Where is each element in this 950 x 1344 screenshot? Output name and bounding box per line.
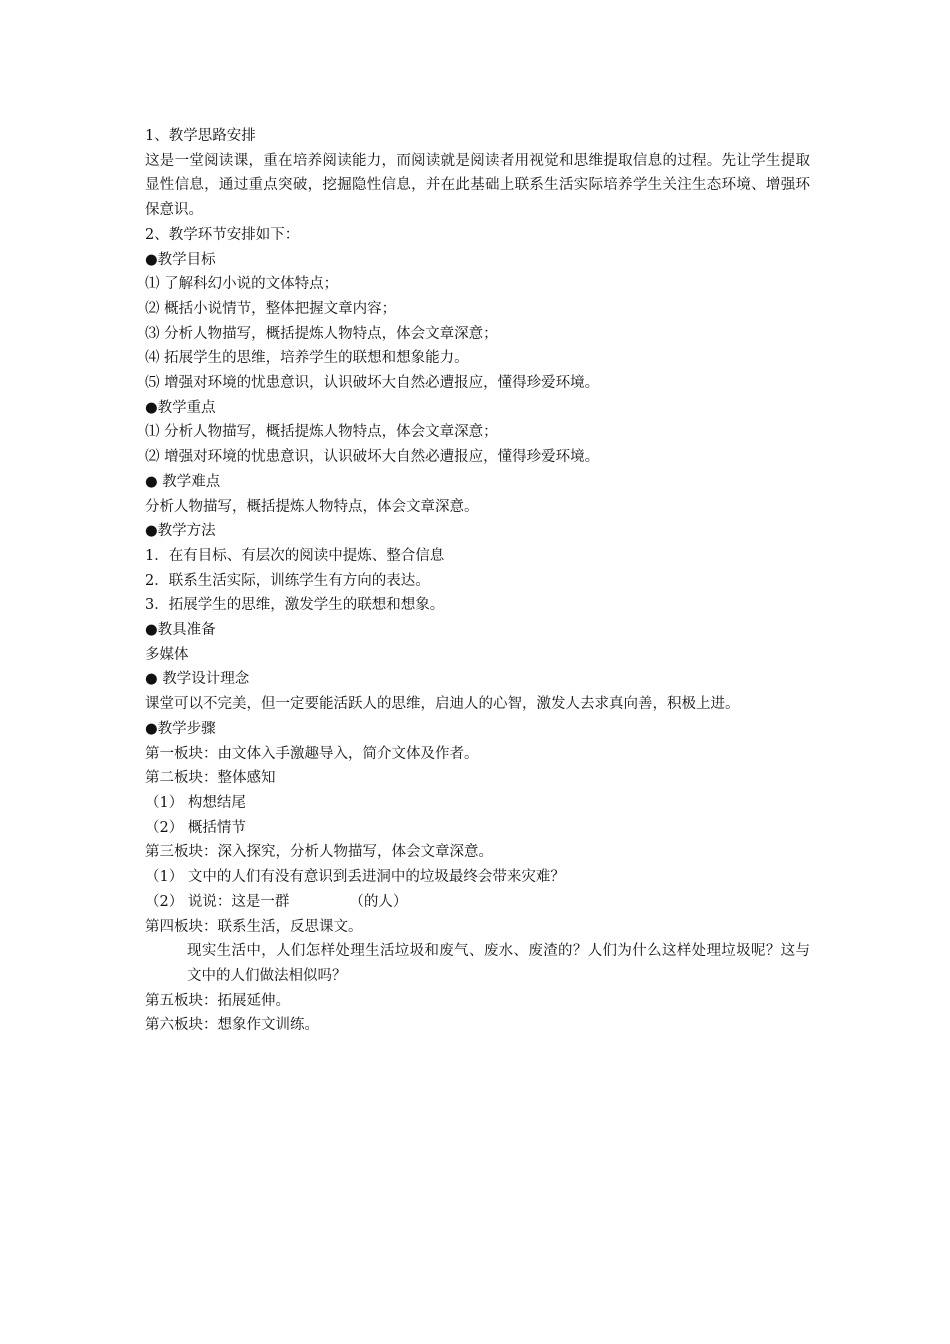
fill-in-suffix: （的人） <box>349 893 408 910</box>
design-concept-text: 课堂可以不完美，但一定要能活跃人的思维，启迪人的心智，激发人去求真向善，积极上进。 <box>145 696 740 713</box>
sub-item: （2） 概括情节 <box>145 819 246 836</box>
method-item: 1．在有目标、有层次的阅读中提炼、整合信息 <box>145 547 445 564</box>
module-line: 第二板块：整体感知 <box>145 770 276 787</box>
paragraph-plan-description: 这是一堂阅读课，重在培养阅读能力，而阅读就是阅读者用视觉和思维提取信息的过程。先让学生提取显性信息，通过重点突破，挖掘隐性信息，并在此基础上联系生活实际培养学生关注生态环境、增强环保意识。 <box>145 152 810 219</box>
sub-item: （1） 构想结尾 <box>145 794 246 811</box>
bullet-heading-design-concept: ● 教学设计理念 <box>145 671 250 688</box>
objective-item: ⑸ 增强对环境的忧患意识，认识破坏大自然必遭报应，懂得珍爱环境。 <box>145 375 600 392</box>
method-item: 3．拓展学生的思维，激发学生的联想和想象。 <box>145 597 445 614</box>
section-heading-teaching-plan: 1、教学思路安排 <box>145 128 256 144</box>
module-line: 第五板块：拓展延伸。 <box>145 992 290 1009</box>
module-line: 第一板块：由文体入手激趣导入，简介文体及作者。 <box>145 745 479 762</box>
bullet-heading-objectives: ●教学目标 <box>145 251 216 268</box>
objective-item: ⑷ 拓展学生的思维，培养学生的联想和想象能力。 <box>145 350 469 367</box>
module-line: 第四板块：联系生活，反思课文。 <box>145 918 363 935</box>
document-body <box>145 124 810 1038</box>
section-heading-teaching-steps: 2、教学环节安排如下： <box>145 226 300 243</box>
reflection-paragraph: 现实生活中，人们怎样处理生活垃圾和废气、废水、废渣的？人们为什么这样处理垃圾呢？这与文中的人们做法相似吗？ <box>187 943 810 984</box>
objective-item: ⑶ 分析人物描写，概括提炼人物特点，体会文章深意； <box>145 325 498 342</box>
difficulty-text: 分析人物描写，概括提炼人物特点，体会文章深意。 <box>145 498 479 515</box>
objective-item: ⑴ 了解科幻小说的文体特点； <box>145 276 339 293</box>
key-point-item: ⑴ 分析人物描写，概括提炼人物特点，体会文章深意； <box>145 424 498 441</box>
bullet-heading-key-points: ●教学重点 <box>145 399 216 416</box>
objective-item: ⑵ 概括小说情节，整体把握文章内容； <box>145 300 397 317</box>
bullet-heading-difficulty: ● 教学难点 <box>145 473 221 490</box>
key-point-item: ⑵ 增强对环境的忧患意识，认识破坏大自然必遭报应，懂得珍爱环境。 <box>145 449 600 466</box>
sub-item: （1） 文中的人们有没有意识到丢进洞中的垃圾最终会带来灾难？ <box>145 869 565 886</box>
method-item: 2．联系生活实际，训练学生有方向的表达。 <box>145 572 430 589</box>
fill-in-prefix: （2） 说说：这是一群 <box>145 893 290 910</box>
bullet-heading-materials: ●教具准备 <box>145 622 216 639</box>
bullet-heading-procedure: ●教学步骤 <box>145 720 216 737</box>
module-line: 第六板块：想象作文训练。 <box>145 1017 319 1034</box>
fill-in-sentence <box>145 890 810 915</box>
bullet-heading-methods: ●教学方法 <box>145 523 216 540</box>
module-line: 第三板块：深入探究，分析人物描写，体会文章深意。 <box>145 844 493 861</box>
materials-text: 多媒体 <box>145 646 189 663</box>
